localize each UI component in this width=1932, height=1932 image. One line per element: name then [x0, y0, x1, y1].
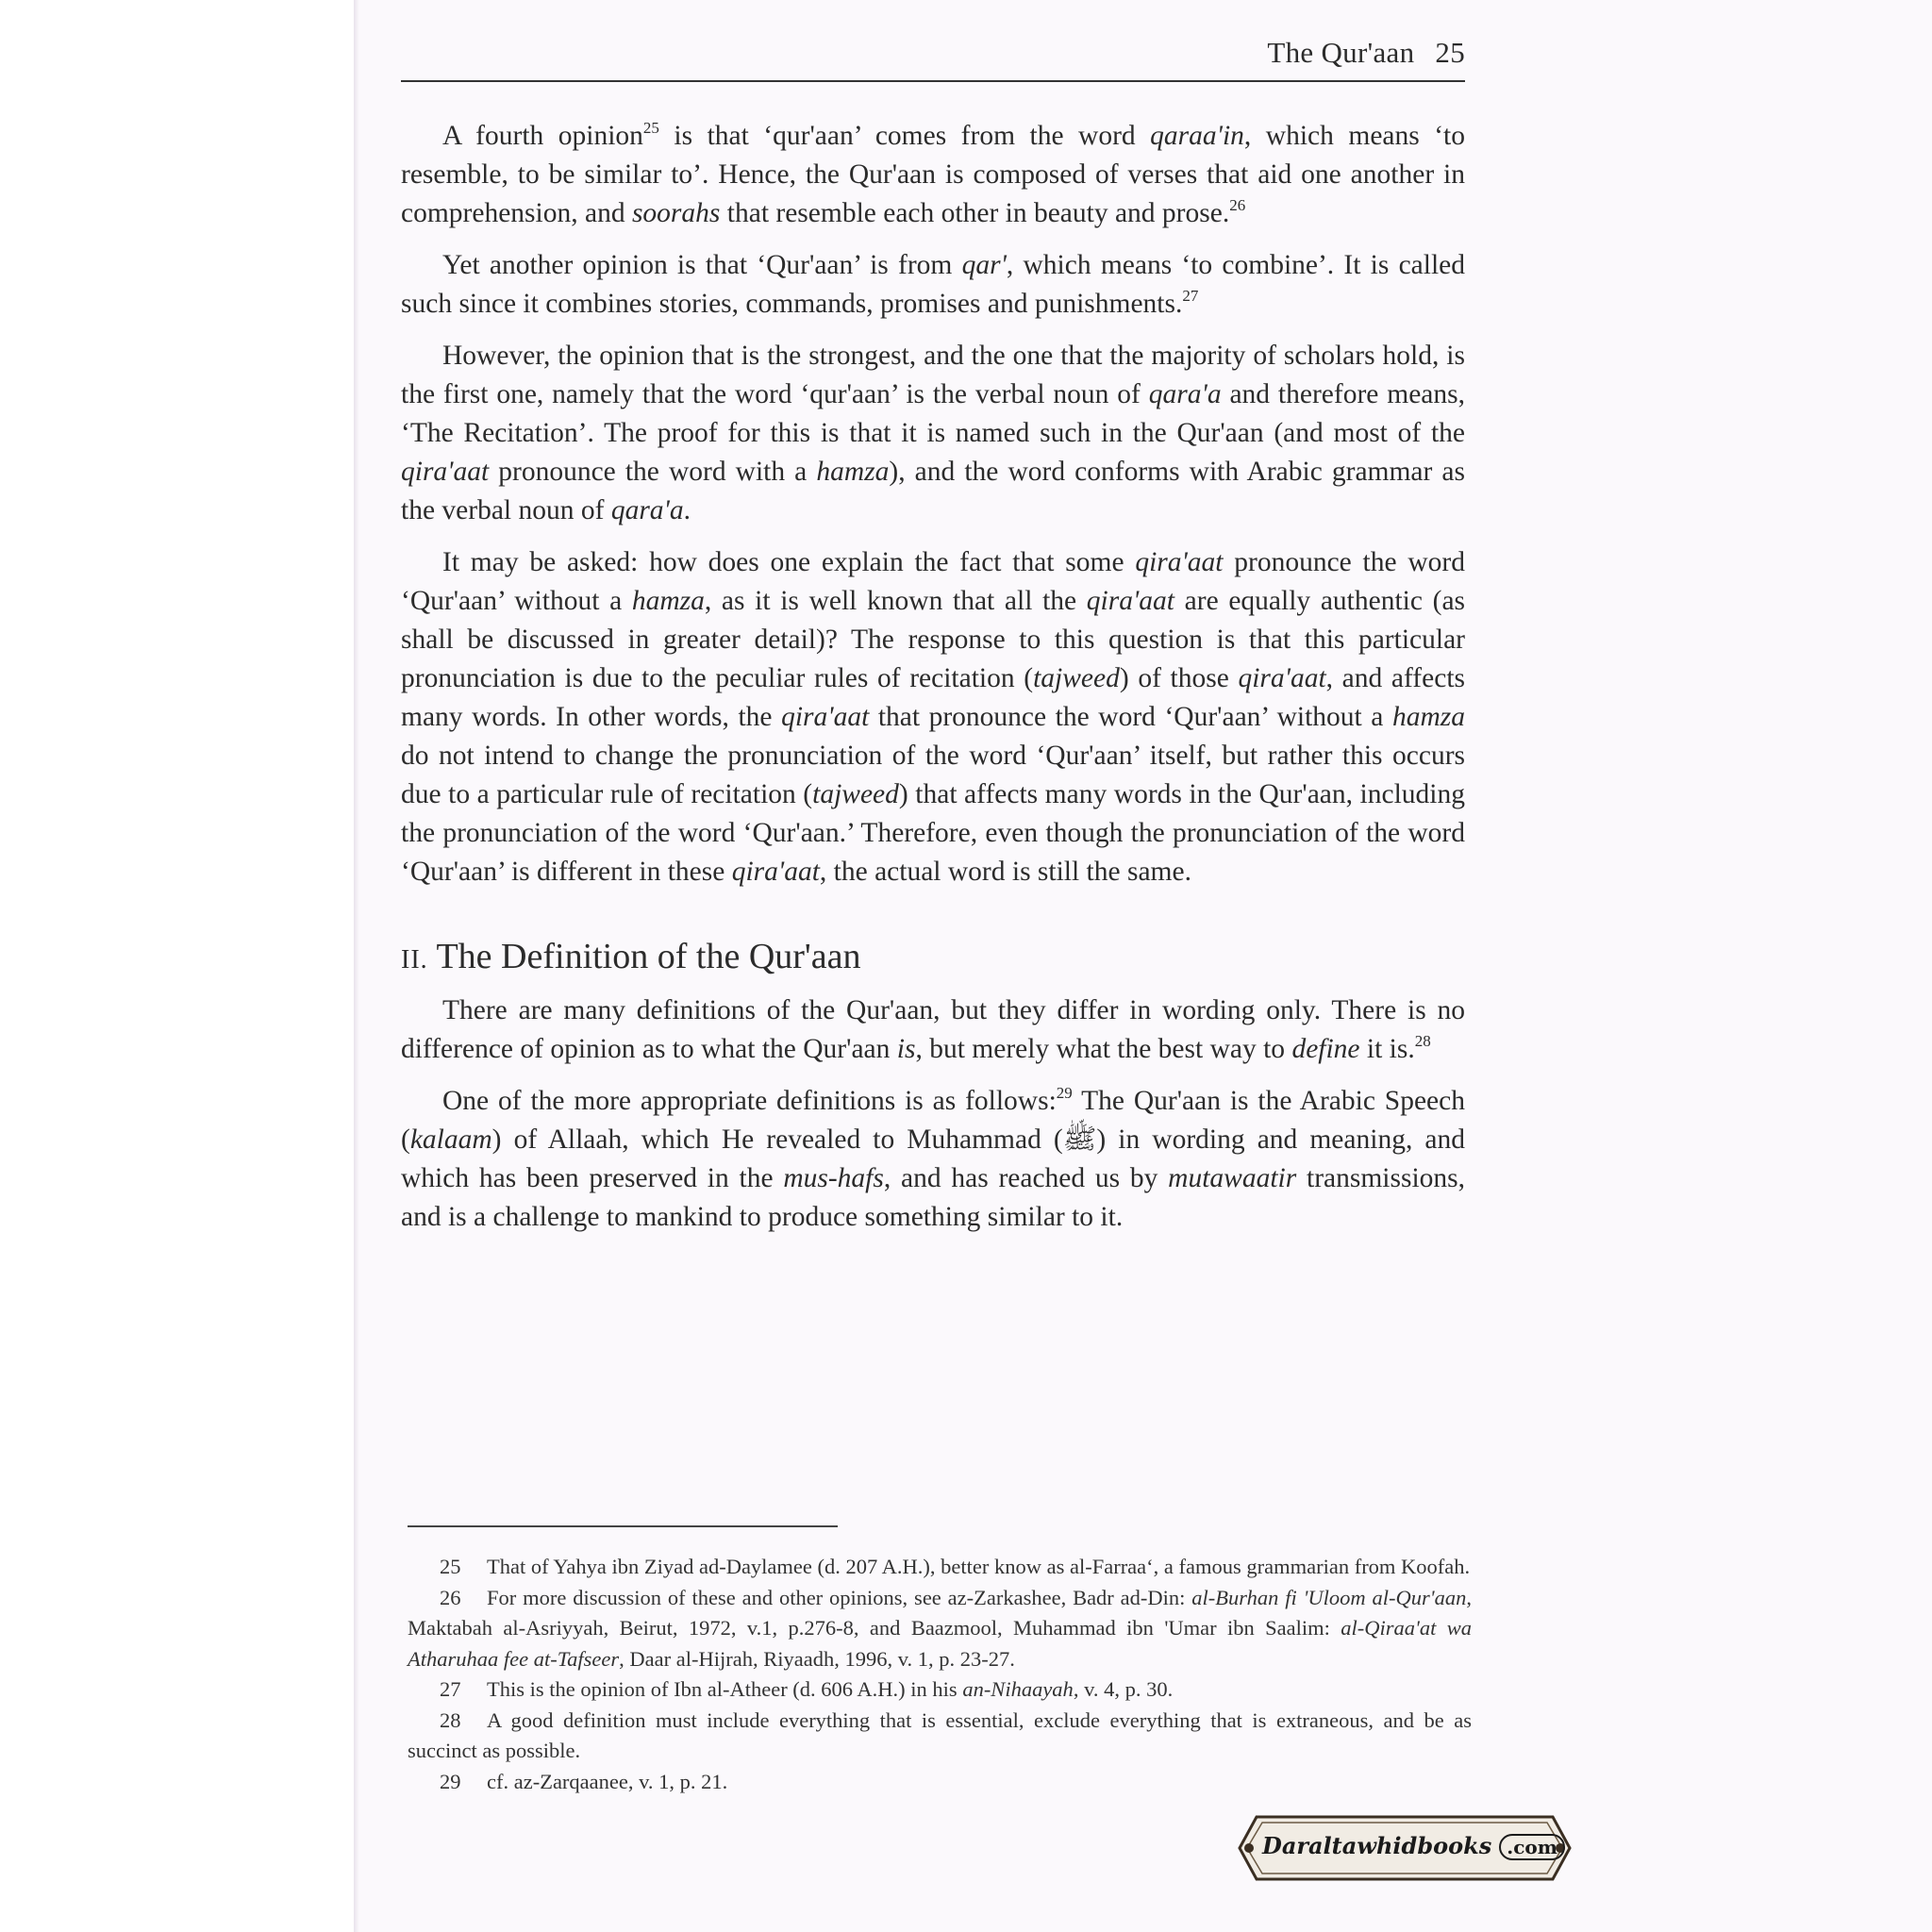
text-run: it is. — [1359, 1034, 1415, 1064]
paragraph-3 — [401, 337, 1465, 530]
text-run: do not intend to change the pronunciation of the word ‘Qur'aan’ itself, but rather this occurs due to a particular rule of recitation ( — [401, 741, 1465, 809]
italic-term: qira'aat — [781, 702, 870, 732]
italic-term: hamza — [1391, 702, 1465, 732]
text-run: . — [683, 495, 691, 525]
text-run: One of the more appropriate definitions is as follows: — [442, 1086, 1057, 1116]
watermark-suffix: .com — [1499, 1834, 1565, 1860]
text-run: and therefore means, ‘The Recitation’. The proof for this is that it is named such in the Qur'aan (and most of the — [401, 379, 1466, 448]
paragraph-4 — [401, 543, 1465, 891]
italic-title: an-Nihaayah — [962, 1677, 1074, 1701]
footnote-text: , v. 4, p. 30. — [1073, 1677, 1174, 1701]
text-run: A fourth opinion — [442, 121, 643, 151]
italic-term: tajweed — [812, 779, 899, 809]
italic-term: qira'aat — [1135, 547, 1224, 577]
text-run: are equally authentic (as shall be discussed in greater detail)? The response to this question is that this particular pronunciation is due to the peculiar rules of recitation ( — [401, 586, 1466, 693]
section-title: The Definition of the Qur'aan — [427, 937, 861, 976]
footnote-ref: 25 — [642, 119, 659, 137]
footnote-rule — [408, 1525, 838, 1527]
text-run: that resemble each other in beauty and prose. — [720, 198, 1230, 228]
italic-term: mutawaatir — [1168, 1163, 1297, 1193]
footnote-number: 29 — [440, 1769, 461, 1793]
italic-term: hamza — [816, 457, 890, 487]
italic-term: qira'aat — [731, 857, 820, 887]
footnote-ref: 28 — [1414, 1032, 1431, 1050]
text-run: , which means ‘to combine’. It is called such since it combines stories, commands, promises and punishments. — [401, 250, 1465, 319]
italic-term: kalaam — [409, 1124, 492, 1155]
footnote-text: A good definition must include everything that is essential, exclude everything that is extraneous, and be as succinct as possible. — [408, 1707, 1472, 1762]
italic-title: al-Qiraa'at wa Atharuhaa fee at-Tafseer — [408, 1616, 1472, 1671]
paragraph-2 — [401, 246, 1465, 324]
footnote-text: cf. az-Zarqaanee, v. 1, p. 21. — [487, 1769, 728, 1793]
italic-term: soorahs — [631, 198, 721, 228]
italic-term: qara'a — [1148, 379, 1222, 409]
footnote-ref: 29 — [1056, 1084, 1073, 1102]
footnote-26 — [408, 1583, 1472, 1675]
footnote-27 — [408, 1674, 1472, 1706]
text-run: , the actual word is still the same. — [819, 857, 1191, 887]
footnote-ref: 27 — [1182, 287, 1199, 305]
footnote-29 — [408, 1767, 1472, 1798]
footnote-number: 27 — [440, 1677, 461, 1701]
text-run: ) of those — [1119, 663, 1239, 693]
section-heading — [401, 935, 1465, 982]
text-run: However, the opinion that is the strongest, and the one that the majority of scholars hold, is the first one, namely that the word ‘qur'aan’ is the verbal noun of — [401, 341, 1465, 409]
text-run: ) that affects many words in the Qur'aan, including the pronunciation of the word ‘Qur'aan.’ Therefore, even though the pronunciation of the word ‘Qur'aan’ is different in these — [401, 779, 1465, 887]
text-run: pronounce the word ‘Qur'aan’ without a — [401, 547, 1465, 616]
page-number: 25 — [1435, 36, 1465, 69]
footnote-ref: 26 — [1229, 196, 1246, 214]
italic-term: define — [1291, 1034, 1360, 1064]
paragraph-5 — [401, 991, 1465, 1069]
paragraph-6 — [401, 1082, 1465, 1237]
main-text — [401, 117, 1465, 1250]
italic-term: qira'aat — [1086, 586, 1174, 616]
text-run: , as it is well known that all the — [704, 586, 1087, 616]
text-run: ), and the word conforms with Arabic grammar as the verbal noun of — [401, 457, 1466, 525]
footnote-text: That of Yahya ibn Ziyad ad-Daylamee (d. 207 A.H.), better know as al-Farraa‘, a famous grammarian from Koofah. — [487, 1555, 1471, 1578]
watermark-name: Daraltawhidbooks — [1262, 1832, 1492, 1859]
watermark-text — [1262, 1832, 1557, 1860]
header-rule — [401, 80, 1465, 82]
text-run: The Qur'aan is the Arabic Speech ( — [401, 1086, 1465, 1155]
footnote-text: , Maktabah al-Asriyyah, Beirut, 1972, v.1, p.276-8, and Baazmool, Muhammad ibn 'Umar ibn Saalim: — [408, 1585, 1472, 1640]
text-run: There are many definitions of the Qur'aan, but they differ in wording only. There is no difference of opinion as to what the Qur'aan — [401, 995, 1465, 1064]
running-head-title: The Qur'aan — [1267, 36, 1415, 69]
text-run: ) of Allaah, which He revealed to Muhammad (ﷺ) in wording and meaning, and which has been preserved in the — [401, 1124, 1465, 1193]
text-run: Yet another opinion is that ‘Qur'aan’ is from — [442, 250, 962, 280]
text-run: that pronounce the word ‘Qur'aan’ without a — [869, 702, 1392, 732]
footnote-number: 25 — [440, 1555, 461, 1578]
text-run: pronounce the word with a — [489, 457, 817, 487]
footnote-number: 26 — [440, 1585, 461, 1609]
text-run: , but merely what the best way to — [915, 1034, 1292, 1064]
italic-term: qar' — [961, 250, 1007, 280]
text-run: transmissions, and is a challenge to mankind to produce something similar to it. — [401, 1163, 1465, 1232]
italic-term: tajweed — [1033, 663, 1120, 693]
footnote-text: This is the opinion of Ibn al-Atheer (d. 606 A.H.) in his — [487, 1677, 963, 1701]
italic-term: qira'aat — [401, 457, 490, 487]
footnote-text: , Daar al-Hijrah, Riyaadh, 1996, v. 1, p. 23-27. — [619, 1646, 1015, 1671]
paragraph-1 — [401, 117, 1465, 233]
italic-term: qira'aat — [1238, 663, 1326, 693]
footnote-28 — [408, 1706, 1472, 1767]
running-head — [401, 36, 1465, 70]
text-run: , which means ‘to resemble, to be similar to’. Hence, the Qur'aan is composed of verses that aid one another in comprehension, and — [401, 121, 1465, 228]
footnote-25 — [408, 1552, 1472, 1583]
text-run: It may be asked: how does one explain the fact that some — [442, 547, 1136, 577]
footnotes — [408, 1552, 1472, 1797]
text-run: , and has reached us by — [883, 1163, 1169, 1193]
text-run: , and affects many words. In other words, the — [401, 663, 1465, 732]
page-gutter-shadow — [354, 0, 359, 1932]
footnote-text: For more discussion of these and other opinions, see az-Zarkashee, Badr ad-Din: — [487, 1585, 1192, 1609]
section-number: II. — [401, 945, 428, 974]
italic-term: hamza — [631, 586, 705, 616]
text-run: is that ‘qur'aan’ comes from the word — [658, 121, 1151, 151]
italic-term: qara'a — [610, 495, 684, 525]
italic-term: mus-hafs — [783, 1163, 884, 1193]
italic-term: is — [896, 1034, 916, 1064]
italic-title: al-Burhan fi 'Uloom al-Qur'aan — [1191, 1585, 1467, 1609]
italic-term: qaraa'in — [1150, 121, 1244, 151]
footnote-number: 28 — [440, 1707, 461, 1732]
